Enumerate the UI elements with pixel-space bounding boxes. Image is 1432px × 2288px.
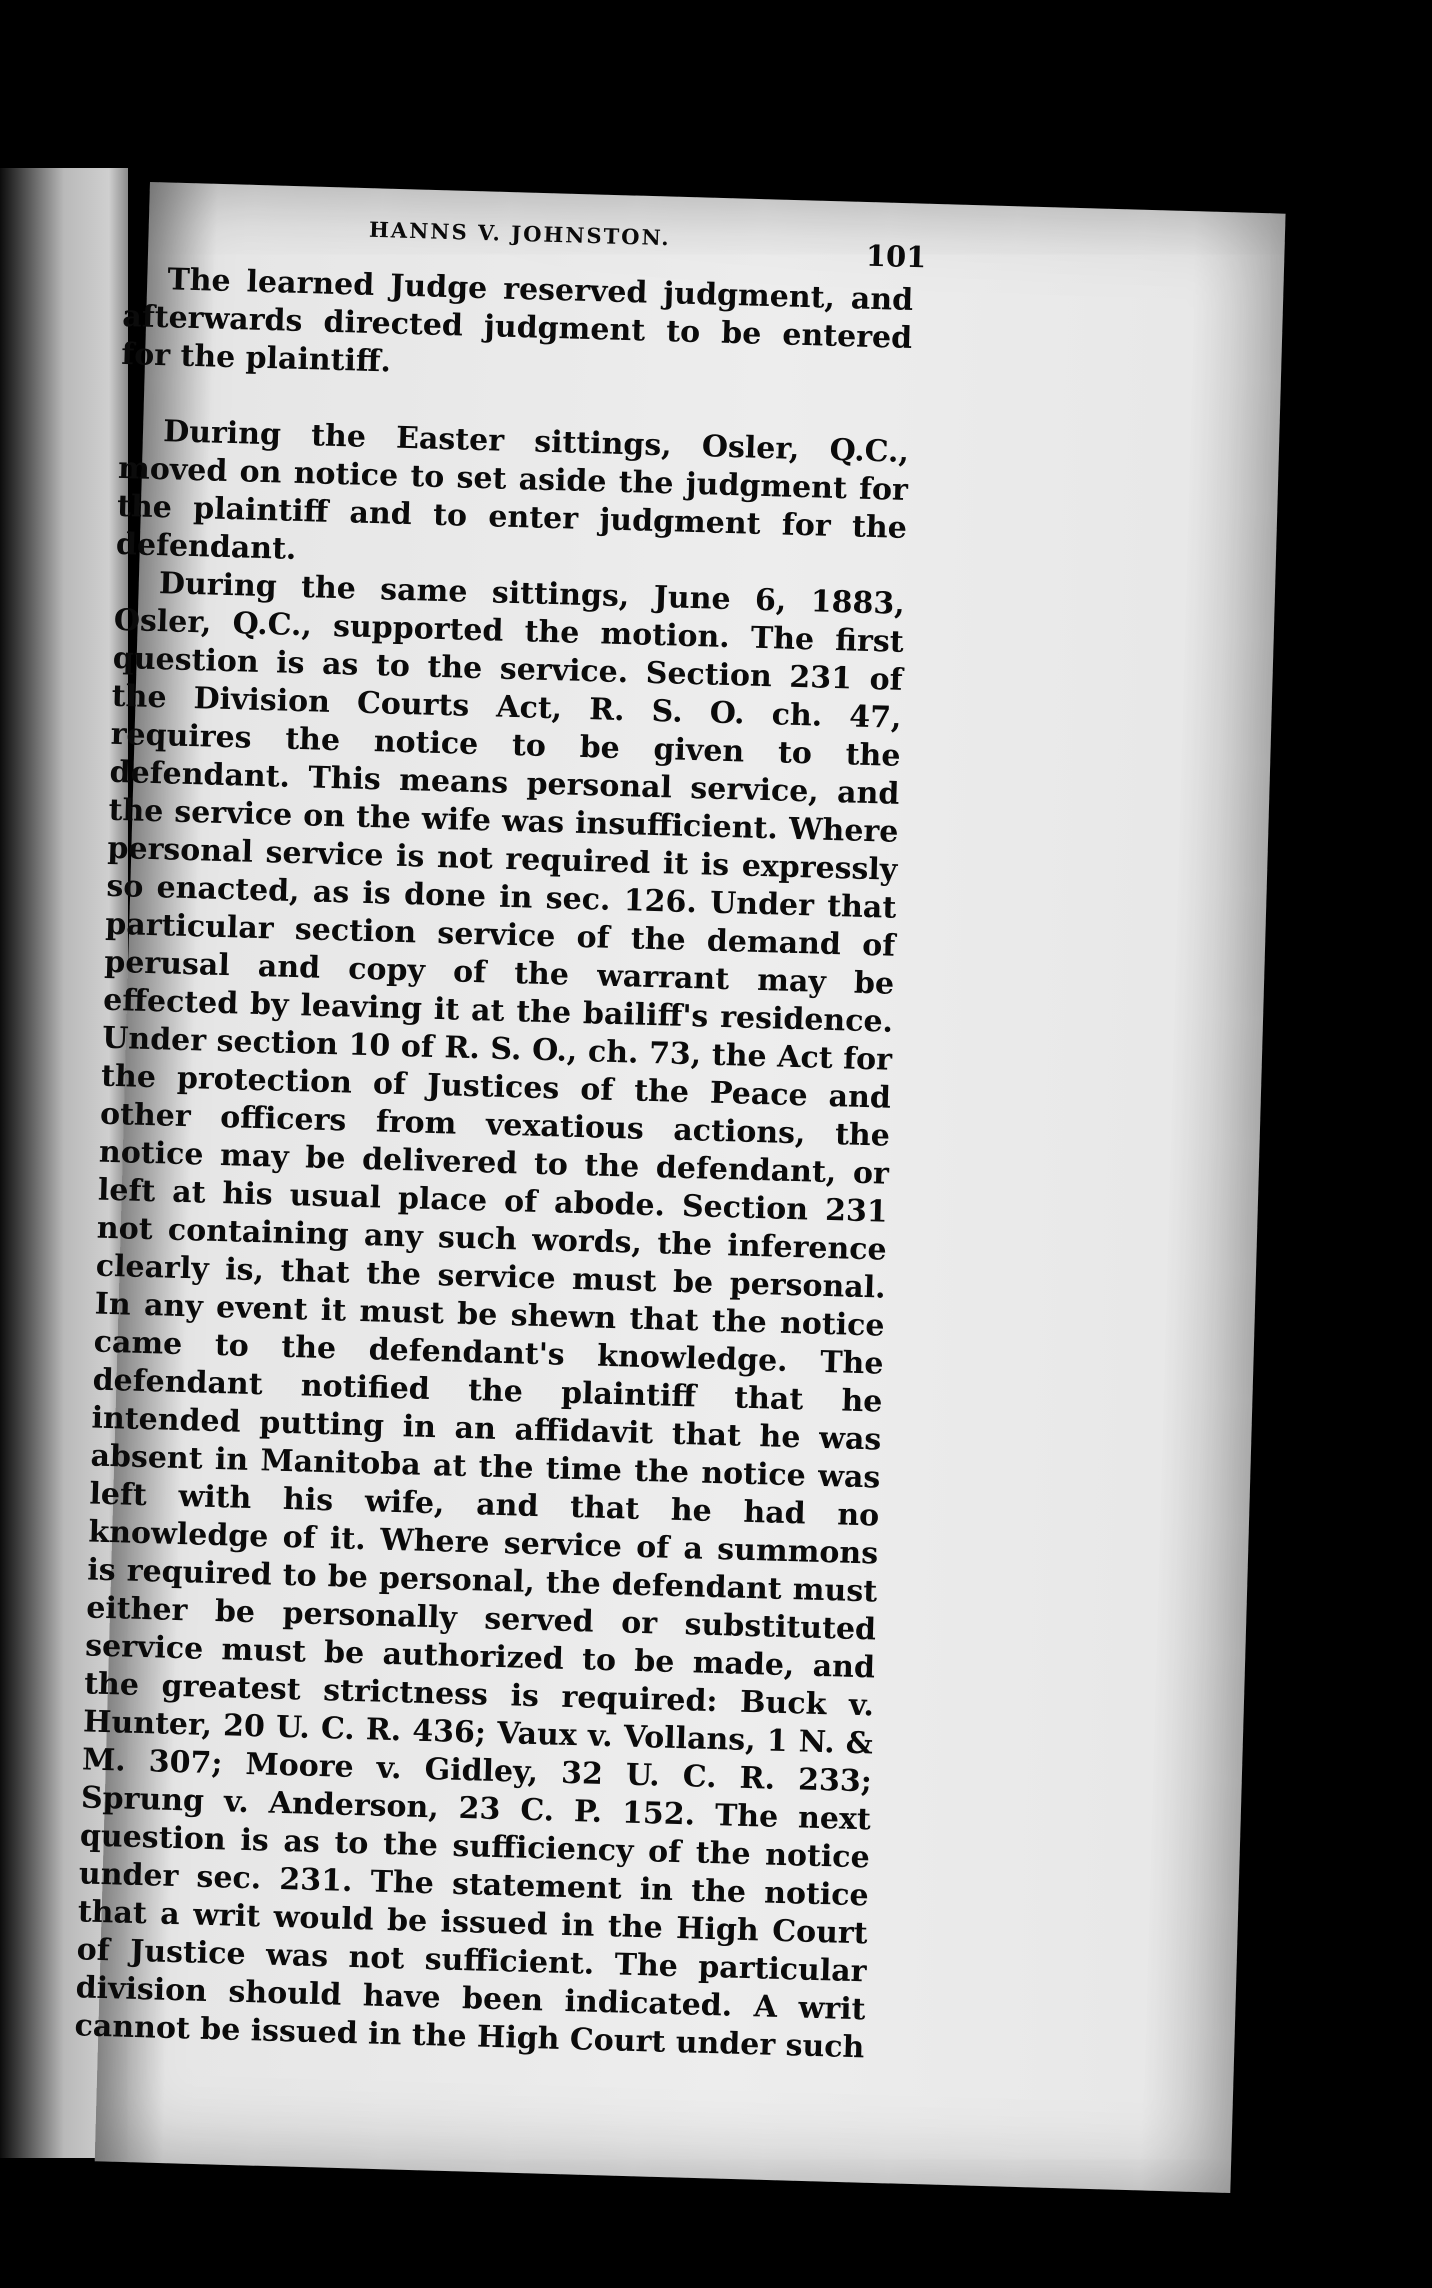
body-paragraph: The learned Judge reserved judgment, and afterwards directed judgment to be entered for the plaintiff. xyxy=(120,262,914,380)
running-head-title: HANNS V. JOHNSTON. xyxy=(368,216,672,251)
page-text-block xyxy=(74,188,927,2067)
body-paragraph: During the Easter sittings, Osler, Q.C., moved on notice to set aside the judgment for the plaintiff and to enter judgment for the defendant. xyxy=(115,414,910,567)
page-number: 101 xyxy=(865,238,927,275)
body-paragraph: During the same sittings, June 6, 1883, Osler, Q.C., supported the motion. The first question is as to the service. Section 231 of the Division Courts Act, R. S. O. ch. 47, requires the notice to be given to the defendant. This means personal service, and the service on the wife was insufficient. Where personal service is not required it is expressly so enacted, as is done in sec. 126. Under that particular section service of the demand of perusal and copy of the warrant may be effected by leaving it at the bailiff's residence. Under section 10 of R. S. O., ch. 73, the Act for the protection of Justices of the Peace and other officers from vexatious actions, the notice may be delivered to the defendant, or left at his usual place of abode. Section 231 not containing any such words, the inference clearly is, that the service must be personal. In any event it must be shewn that the notice came to the defendant's knowledge. The defendant notified the plaintiff that he intended putting in an affidavit that he was absent in Manitoba at the time the notice was left with his wife, and that he had no knowledge of it. Where service of a summons is required to be personal, the defendant must either be personally served or substituted service must be authorized to be made, and the greatest strictness is required: Buck v. Hunter, 20 U. C. R. 436; Vaux v. Vollans, 1 N. & M. 307; Moore v. Gidley, 32 U. C. R. 233; Sprung v. Anderson, 23 C. P. 152. The next question is as to the sufficiency of the notice under sec. 231. The statement in the notice that a writ would be issued in the High Court of Justice was not sufficient. The particular division should have been indicated. A writ cannot be issued in the High Court under such xyxy=(74,566,906,2066)
